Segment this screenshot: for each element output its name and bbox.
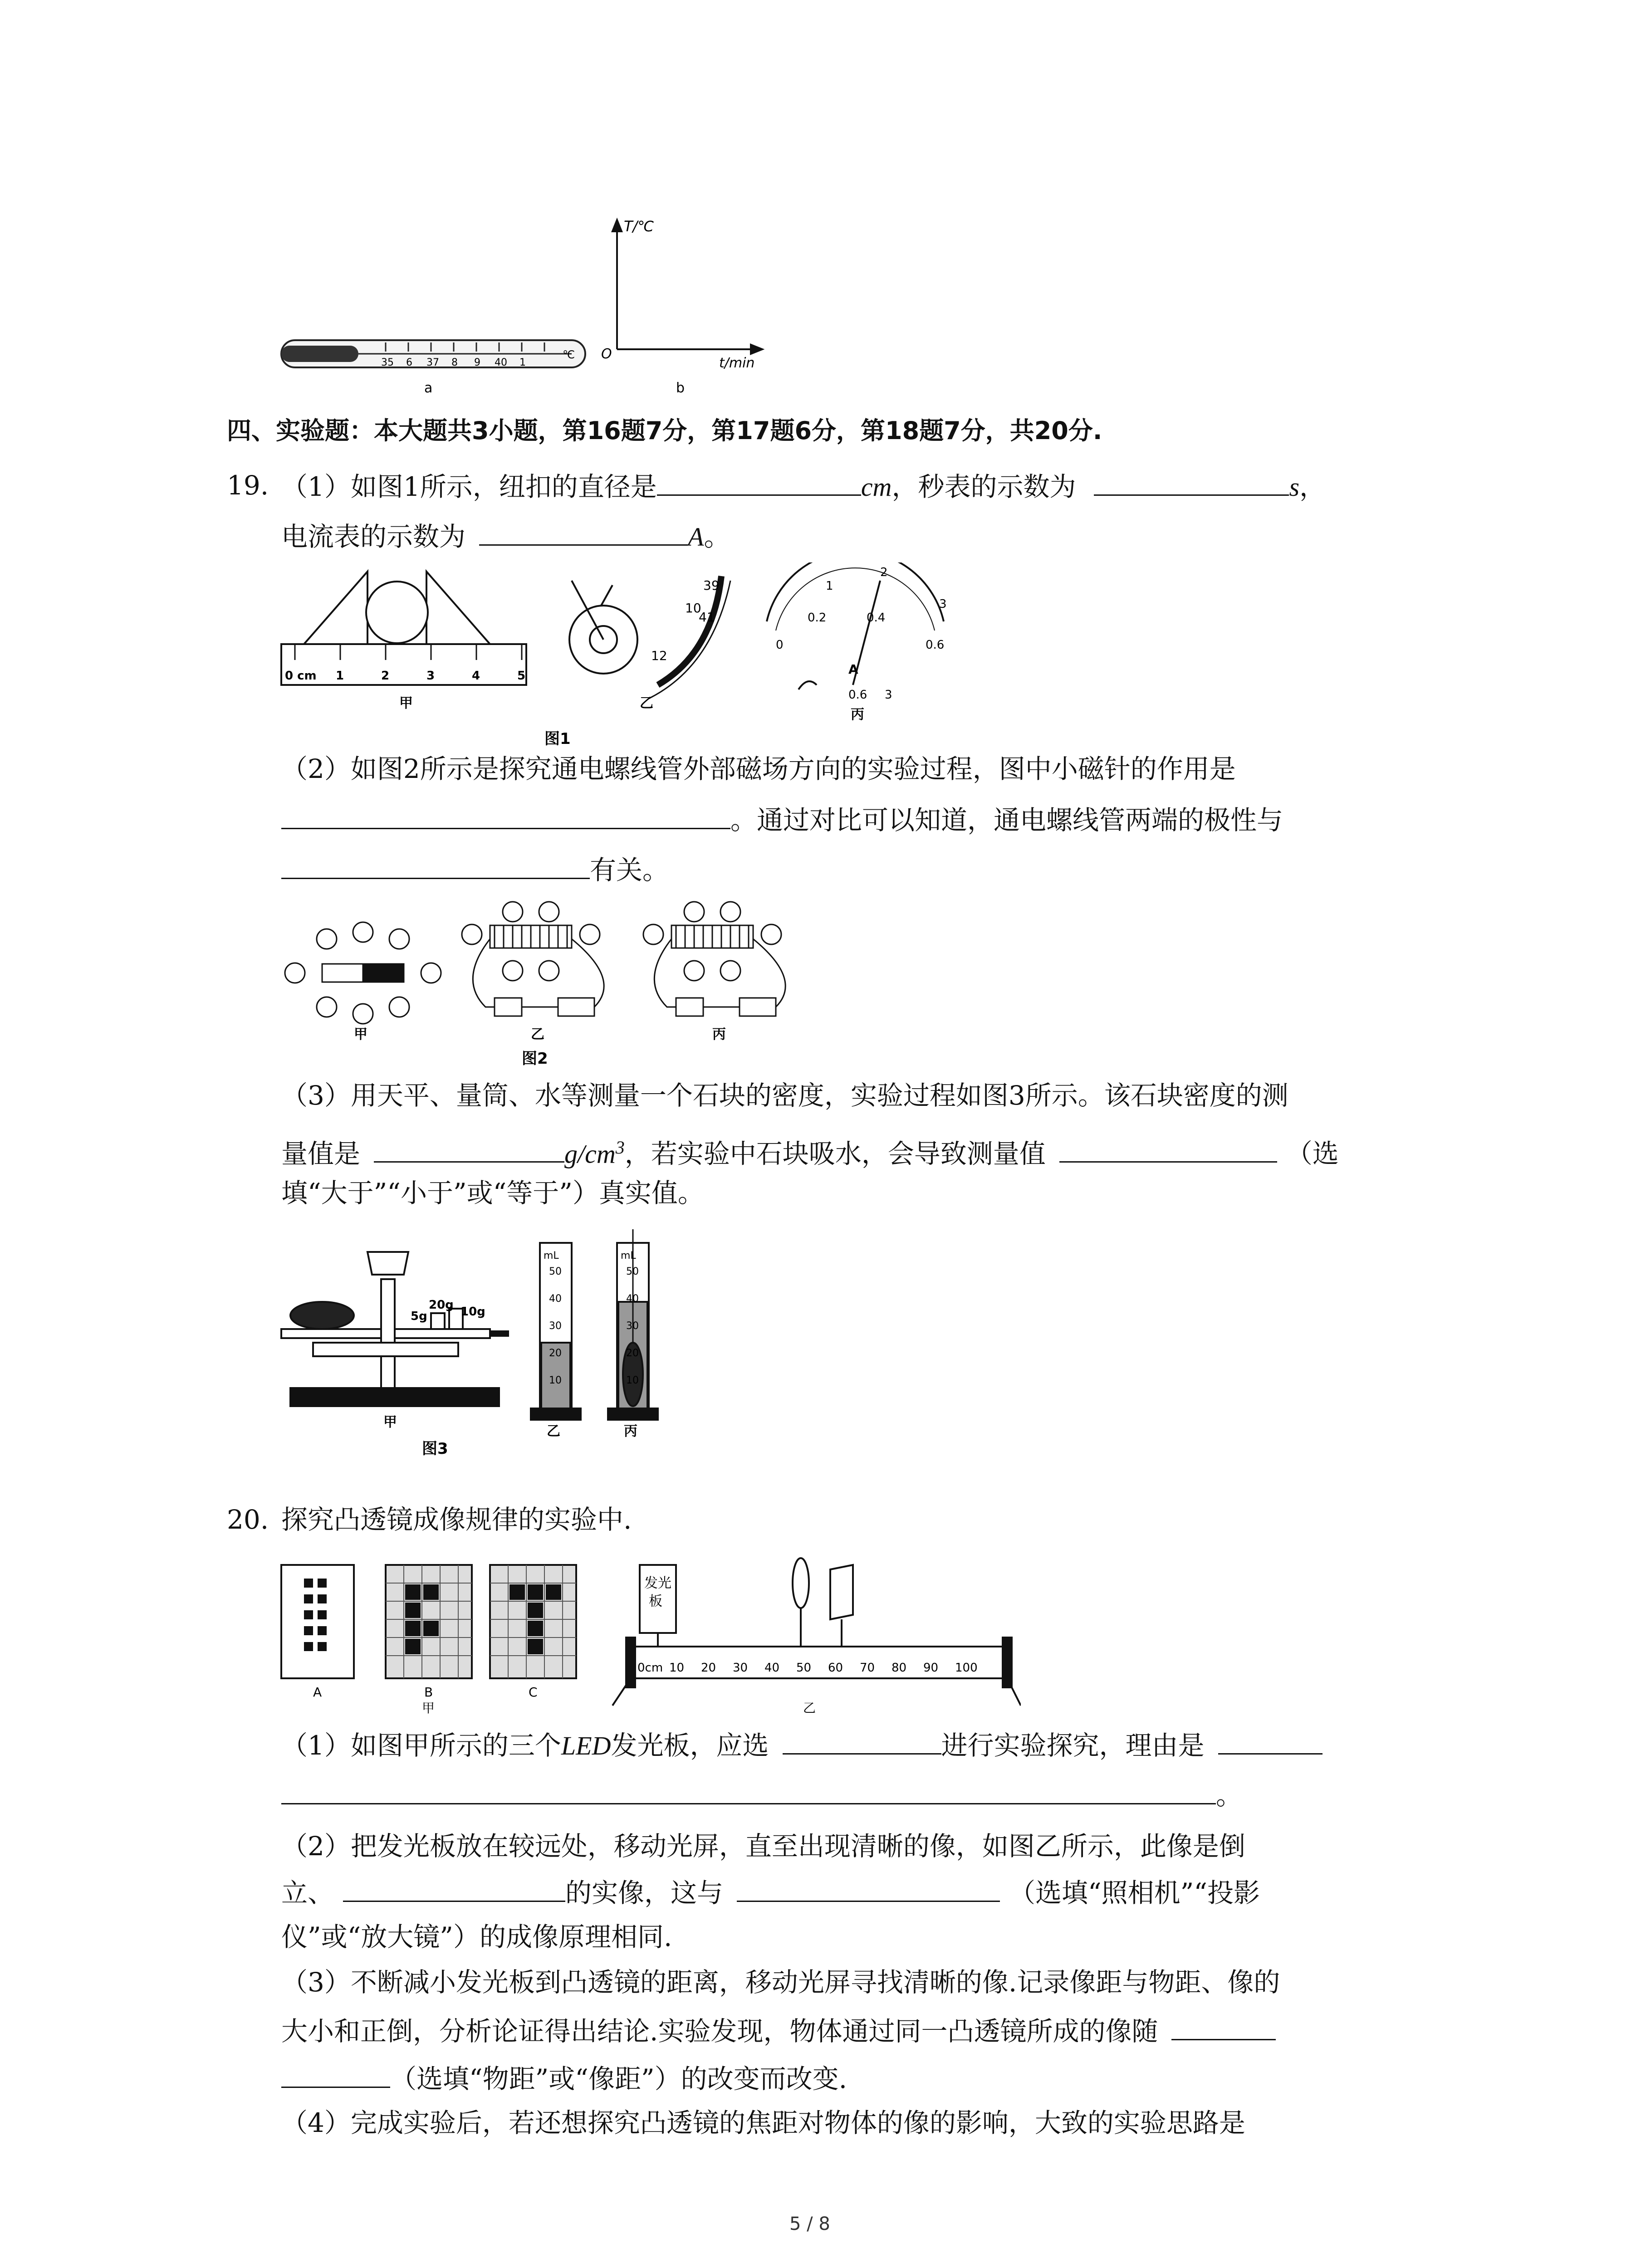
q20-intro: 探究凸透镜成像规律的实验中.	[281, 1504, 632, 1535]
q19-p1-line1	[281, 467, 1326, 505]
cyl-yi-unit: mL	[544, 1250, 559, 1261]
bar-magnet-setup	[285, 922, 441, 1024]
q19-number: 19.	[227, 470, 269, 501]
cyl-yi-tick-50: 50	[549, 1266, 562, 1277]
q19-blank-compare[interactable]	[1059, 1134, 1277, 1163]
q20-p1-text-a: （1）如图甲所示的三个	[281, 1730, 561, 1761]
page-number: 5 / 8	[789, 2214, 830, 2234]
q19-p1-text-a: （1）如图1所示，纽扣的直径是	[281, 471, 657, 502]
q20-blank-reason-a[interactable]	[1218, 1726, 1323, 1755]
thermo-tick-3: 8	[451, 357, 458, 368]
q20-blank-choice[interactable]	[783, 1726, 941, 1755]
cyl-bing-tick-40: 40	[626, 1293, 639, 1305]
ammeter-label-3: 0.6	[926, 638, 945, 652]
figure-1-svg	[277, 562, 966, 753]
figure-2-svg	[277, 889, 812, 1070]
fig3-yi: 乙	[547, 1423, 560, 1439]
cyl-yi-tick-10: 10	[549, 1375, 562, 1386]
fig2-bing: 丙	[712, 1026, 726, 1042]
ammeter-label-5: 2	[880, 566, 888, 579]
fig1-yi: 乙	[640, 695, 653, 711]
ammeter-label-4: 1	[826, 579, 833, 593]
cyl-bing-tick-30: 30	[626, 1320, 639, 1332]
top-figure	[272, 213, 771, 404]
q19-unit-A: A	[688, 522, 704, 552]
q19-unit-density: g/cm	[564, 1139, 616, 1169]
bench-label-80: 80	[892, 1661, 907, 1675]
optical-bench	[612, 1558, 1021, 1706]
q19-blank-stopwatch[interactable]	[1094, 467, 1289, 496]
ruler-label-5: 5	[517, 669, 526, 683]
q19-p2-text-c: 有关。	[590, 855, 669, 885]
balance	[281, 1252, 508, 1406]
q20-p3-text-c: （选填“物距”或“像距”）的改变而改变.	[390, 2063, 847, 2094]
ammeter-label-0: 0	[776, 638, 784, 652]
weight-20g: 20g	[429, 1298, 454, 1312]
cyl-yi-tick-40: 40	[549, 1293, 562, 1305]
q19-unit-cm: cm	[861, 472, 892, 502]
fig1-jia: 甲	[399, 695, 413, 711]
q19-p2-line2	[281, 801, 1283, 838]
ammeter-label-7: A	[848, 662, 858, 677]
solenoid-bing	[643, 902, 785, 1016]
label-b: b	[676, 380, 685, 396]
bench-label-70: 70	[860, 1661, 875, 1675]
q20-led: LED	[561, 1731, 611, 1760]
fig2-jia: 甲	[354, 1026, 367, 1042]
board-text-line2: 板	[649, 1593, 662, 1609]
board-label-b: B	[424, 1685, 433, 1700]
board-text-line1: 发光	[644, 1575, 671, 1591]
bench-label-20: 20	[701, 1661, 716, 1675]
stopwatch-label-1: 10	[685, 601, 701, 616]
q20-p3-line2	[281, 2012, 1276, 2049]
q20-p1-end: 。	[1216, 1780, 1243, 1811]
fig3-jia: 甲	[383, 1414, 397, 1430]
q19-blank-polarity[interactable]	[281, 850, 590, 879]
q20-blank-device[interactable]	[737, 1873, 1000, 1902]
q20-blank-variable-a[interactable]	[1171, 2012, 1276, 2040]
q19-p3-line2	[281, 1129, 1339, 1172]
q19-p1-text-b: ，秒表的示数为	[892, 471, 1076, 502]
figure-2	[277, 889, 812, 1070]
bench-label-30: 30	[733, 1661, 748, 1675]
fig-yi: 乙	[803, 1701, 816, 1716]
fig3-caption: 图3	[422, 1440, 448, 1458]
stopwatch	[569, 576, 730, 699]
bench-label-50: 50	[796, 1661, 812, 1675]
stopwatch-label-3: 12	[651, 648, 667, 663]
bench-label-90: 90	[923, 1661, 939, 1675]
ruler-label-0: 0 cm	[285, 669, 317, 683]
ammeter-label-2: 0.4	[867, 611, 886, 625]
q20-number: 20.	[227, 1504, 269, 1535]
q19-blank-ammeter[interactable]	[479, 517, 688, 546]
q19-p1-end: 。	[704, 521, 730, 552]
stopwatch-label-0: 39	[703, 578, 720, 593]
q19-unit-exp: 3	[615, 1137, 625, 1158]
q20-p2-line2	[281, 1873, 1260, 1911]
board-label-c: C	[529, 1685, 538, 1700]
q20-blank-image-size[interactable]	[343, 1873, 565, 1902]
axis-x-label: t/min	[719, 355, 755, 371]
led-board-b	[386, 1565, 472, 1678]
q20-p1-line1	[281, 1726, 1323, 1764]
ammeter-label-9: 3	[885, 688, 892, 702]
origin-label: O	[601, 346, 612, 362]
q19-blank-diameter[interactable]	[657, 467, 861, 496]
q19-p3-text-b: ，若实验中石块吸水，会导致测量值	[624, 1138, 1046, 1169]
q20-blank-reason-b[interactable]	[281, 1776, 1216, 1804]
thermo-tick-1: 6	[406, 357, 412, 368]
q19-p2-line3	[281, 850, 669, 888]
q19-p1-comma: ，	[1299, 471, 1326, 502]
led-board-c	[490, 1565, 576, 1678]
q19-p3-text-a: 量值是	[281, 1138, 361, 1169]
q19-p1-text-c: 电流表的示数为	[281, 521, 466, 552]
fig-jia: 甲	[422, 1701, 435, 1716]
cyl-yi-tick-20: 20	[549, 1348, 562, 1359]
bench-label-60: 60	[828, 1661, 843, 1675]
ammeter-label-1: 0.2	[808, 611, 827, 625]
q19-p3-line1: （3）用天平、量筒、水等测量一个石块的密度，实验过程如图3所示。该石块密度的测	[281, 1080, 1288, 1111]
fig2-yi: 乙	[531, 1026, 544, 1042]
figure-1	[277, 562, 966, 753]
q20-figure	[277, 1556, 1021, 1746]
bench-label-100: 100	[955, 1661, 978, 1675]
weight-10g: 10g	[460, 1305, 485, 1319]
weight-5g: 5g	[411, 1310, 427, 1323]
q20-figure-svg	[277, 1556, 1021, 1746]
q20-p2-text-b: 的实像，这与	[565, 1877, 724, 1908]
ammeter-label-8: 0.6	[848, 688, 867, 702]
ruler-label-2: 2	[381, 669, 390, 683]
thermo-tick-2: 37	[426, 357, 439, 368]
bench-label-0: 0cm	[637, 1661, 663, 1675]
cyl-bing-unit: mL	[621, 1250, 636, 1261]
q20-blank-variable-b[interactable]	[281, 2059, 390, 2088]
label-a: a	[424, 380, 433, 396]
q20-p1-line2	[281, 1776, 1242, 1813]
q20-p3-line1: （3）不断减小发光板到凸透镜的距离，移动光屏寻找清晰的像.记录像距与物距、像的	[281, 1967, 1280, 1998]
q20-p3-line3	[281, 2059, 847, 2097]
q19-unit-s: s	[1289, 472, 1300, 502]
thermo-tick-4: 9	[474, 357, 480, 368]
stopwatch-label-2: 41	[699, 610, 715, 625]
figure-3-svg	[277, 1225, 685, 1470]
t-axes	[612, 220, 762, 354]
ruler-label-3: 3	[426, 669, 435, 683]
ruler-label-1: 1	[336, 669, 344, 683]
fig1-caption: 图1	[544, 730, 571, 748]
q20-p2-text-a: 立、	[281, 1877, 334, 1908]
thermo-tick-6: 1	[519, 357, 526, 368]
q19-p2-text-b: 。通过对比可以知道，通电螺线管两端的极性与	[730, 805, 1283, 836]
led-board-a	[281, 1565, 354, 1678]
q20-p4-line1: （4）完成实验后，若还想探究凸透镜的焦距对物体的像的影响，大致的实验思路是	[281, 2107, 1245, 2138]
ammeter-label-6: 3	[939, 597, 947, 611]
cyl-bing-tick-10: 10	[626, 1375, 639, 1386]
fig2-caption: 图2	[522, 1050, 548, 1068]
q19-p3-text-c: （选	[1286, 1138, 1339, 1169]
q19-p2-line1: （2）如图2所示是探究通电螺线管外部磁场方向的实验过程，图中小磁针的作用是	[281, 753, 1236, 784]
q20-p2-line3: 仪”或“放大镜”）的成像原理相同.	[281, 1921, 672, 1952]
q20-p2-line1: （2）把发光板放在较远处，移动光屏，直至出现清晰的像，如图乙所示，此像是倒	[281, 1831, 1245, 1862]
fig3-bing: 丙	[624, 1423, 637, 1439]
q19-blank-compass-role[interactable]	[281, 801, 730, 829]
cyl-bing-tick-20: 20	[626, 1348, 639, 1359]
fig1-bing: 丙	[851, 707, 864, 723]
q20-p1-text-c: 进行实验探究，理由是	[941, 1730, 1205, 1761]
thermo-tick-5: 40	[495, 357, 507, 368]
thermo-tick-7: ℃	[563, 348, 575, 361]
thermometer-graph-svg	[272, 213, 771, 404]
axis-y-label: T/℃	[624, 218, 654, 235]
q19-blank-density[interactable]	[374, 1134, 564, 1163]
q20-p3-text-b: 大小和正倒，分析论证得出结论.实验发现，物体通过同一凸透镜所成的像随	[281, 2016, 1158, 2047]
q20-p2-text-c: （选填“照相机”“投影	[1009, 1877, 1260, 1908]
ruler-assembly	[281, 572, 526, 685]
q20-p1-text-b: 发光板，应选	[611, 1730, 769, 1761]
q19-p3-line3: 填“大于”“小于”或“等于”）真实值。	[281, 1178, 704, 1208]
ruler-label-4: 4	[472, 669, 480, 683]
cyl-yi-tick-30: 30	[549, 1320, 562, 1332]
section-header: 四、实验题：本大题共3小题，第16题7分，第17题6分，第18题7分，共20分.	[227, 416, 1102, 445]
bench-label-40: 40	[764, 1661, 780, 1675]
solenoid-yi	[462, 902, 604, 1016]
q19-p1-line2	[281, 517, 730, 555]
board-label-a: A	[313, 1685, 322, 1700]
bench-label-10: 10	[669, 1661, 685, 1675]
thermo-tick-0: 35	[381, 357, 394, 368]
cyl-bing-tick-50: 50	[626, 1266, 639, 1277]
figure-3	[277, 1225, 685, 1470]
